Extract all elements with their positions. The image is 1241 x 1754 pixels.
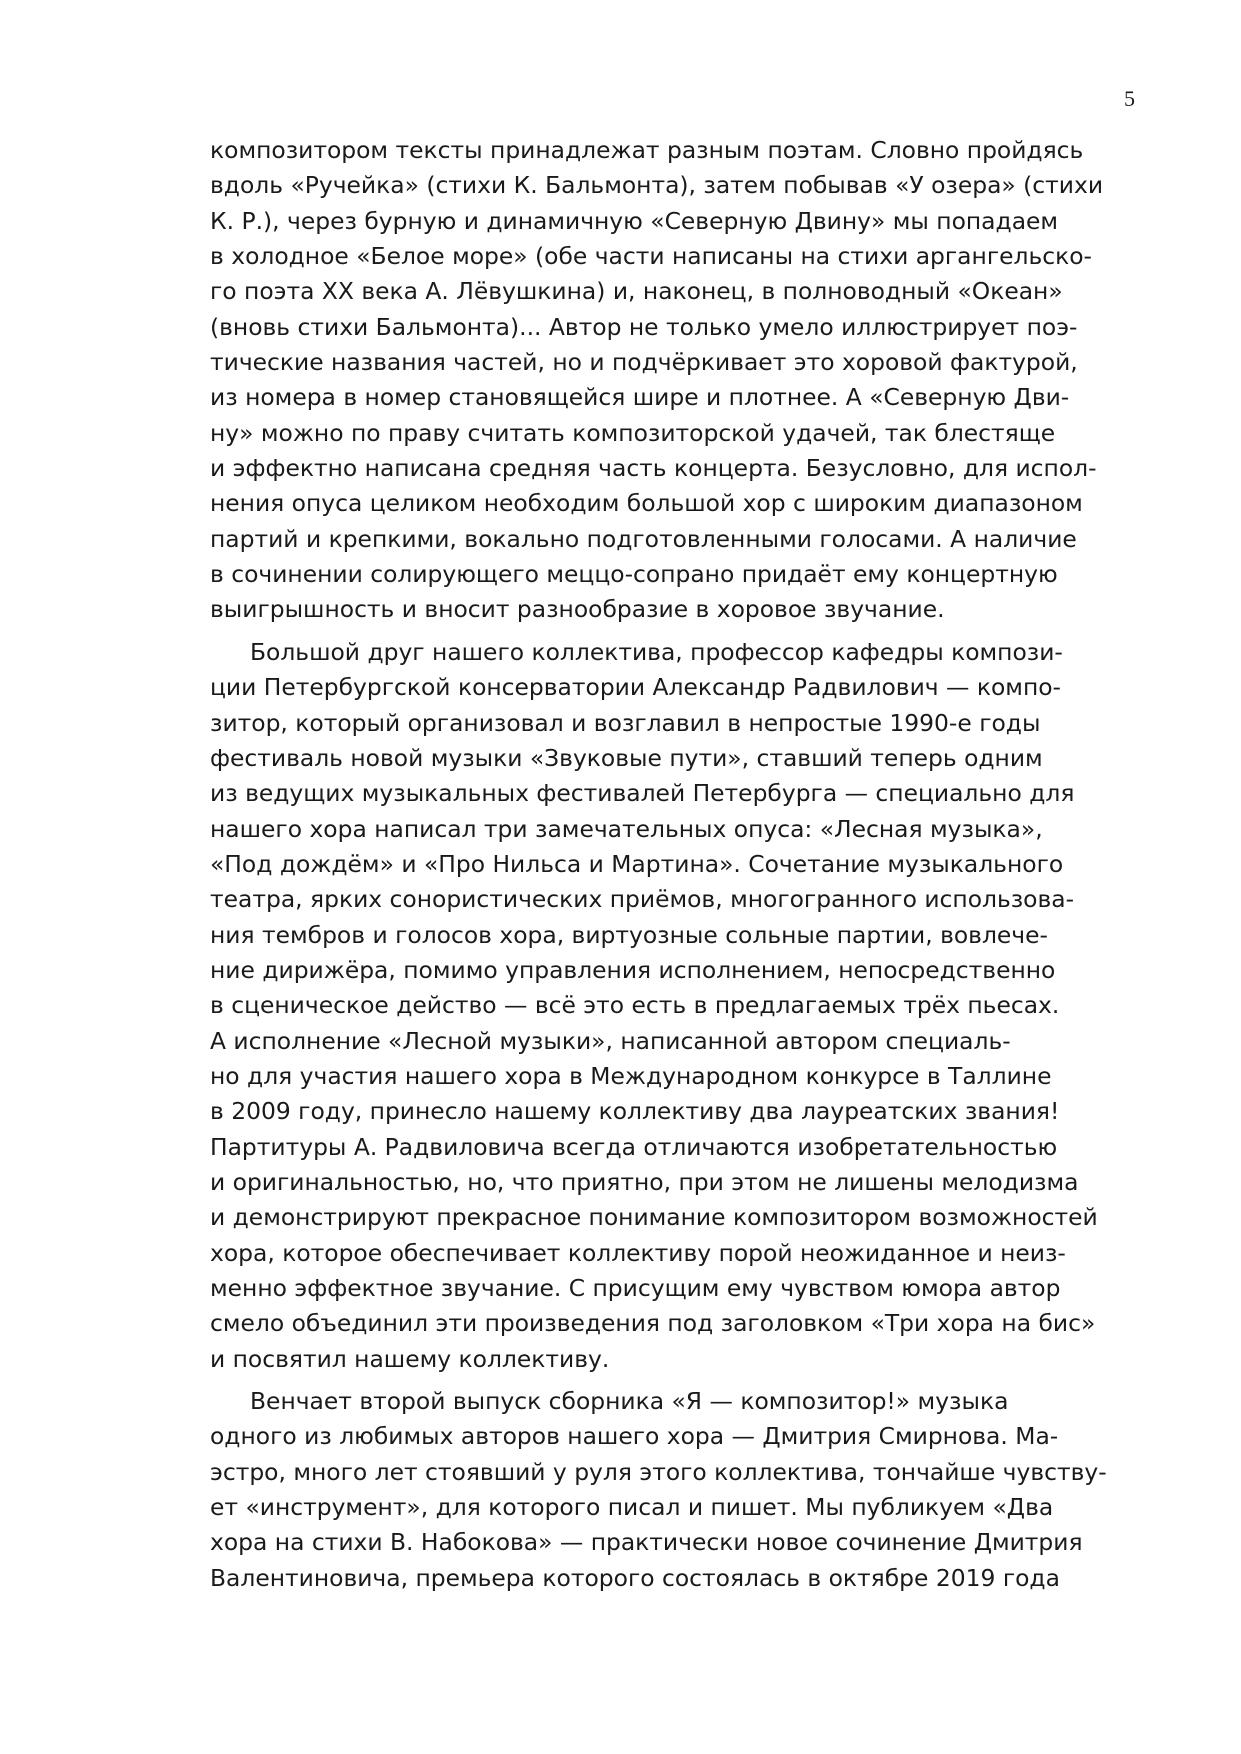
paragraph-3 [210, 1384, 1107, 1596]
text-line: нения опуса целиком необходим большой хор с широким диапазоном [210, 489, 1083, 518]
text-line: нашего хора написал три замечательных опуса: «Лесная музыка», [210, 814, 1043, 843]
text-line: партий и крепкими, вокально подготовленными голосами. А наличие [210, 524, 1077, 553]
text-line: но для участия нашего хора в Международном конкурсе в Таллине [210, 1061, 1052, 1090]
text-line: смело объединил эти произведения под заголовком «Три хора на бис» [210, 1309, 1096, 1338]
text-line: Валентиновича, премьера которого состоялась в октябре 2019 года [210, 1563, 1060, 1592]
page-number: 5 [1124, 86, 1135, 111]
text-line: Большой друг нашего коллектива, профессор кафедры компози- [250, 637, 1063, 666]
text-line: и посвятил нашему коллективу. [210, 1344, 610, 1373]
text-line: одного из любимых авторов нашего хора — Дмитрия Смирнова. Ма- [210, 1422, 1059, 1451]
text-line: ну» можно по праву считать композиторской удачей, так блестяще [210, 418, 1056, 447]
text-line: А исполнение «Лесной музыки», написанной автором специаль- [210, 1026, 1011, 1055]
text-line: из номера в номер становящейся шире и плотнее. А «Северную Дви- [210, 383, 1070, 412]
text-line: ции Петербургской консерватории Александр Радвилович — компо- [210, 673, 1061, 702]
text-line: композитором тексты принадлежат разным поэтам. Словно пройдясь [210, 136, 1084, 164]
text-line: фестиваль новой музыки «Звуковые пути», ставший теперь одним [210, 743, 1043, 772]
text-line: и эффектно написана средняя часть концерта. Безусловно, для испол- [210, 454, 1097, 483]
text-line: и оригинальностью, но, что приятно, при этом не лишены мелодизма [210, 1167, 1079, 1196]
text-line: из ведущих музыкальных фестивалей Петербурга — специально для [210, 779, 1075, 808]
text-line: Партитуры А. Радвиловича всегда отличаются изобретательностью [210, 1132, 1058, 1161]
text-line: ние дирижёра, помимо управления исполнением, непосредственно [210, 955, 1056, 984]
paragraph-1 [210, 133, 1104, 628]
text-line: театра, ярких сонористических приёмов, многогранного использова- [210, 885, 1075, 914]
text-line: го поэта XX века А. Лёвушкина) и, наконец, в полноводный «Океан» [210, 277, 1063, 306]
text-line: хора на стихи В. Набокова» — практически новое сочинение Дмитрия [210, 1528, 1083, 1557]
text-line: в холодное «Белое море» (обе части написаны на стихи аргангельско- [210, 242, 1092, 271]
text-line: менно эффектное звучание. С присущим ему чувством юмора автор [210, 1274, 1061, 1302]
text-line: тические названия частей, но и подчёркивает это хоровой фактурой, [210, 348, 1078, 377]
text-line: эстро, много лет стоявший у руля этого коллектива, тончайше чувству- [210, 1457, 1107, 1486]
body-text [210, 133, 1107, 1596]
text-line: К. Р.), через бурную и динамичную «Северную Двину» мы попадаем [210, 206, 1059, 235]
text-line: ет «инструмент», для которого писал и пишет. Мы публикуем «Два [210, 1493, 1054, 1522]
text-line: в сценическое действо — всё это есть в предлагаемых трёх пьесах. [210, 991, 1060, 1020]
text-line: в сочинении солирующего меццо-сопрано придаёт ему концертную [210, 560, 1058, 589]
paragraph-2 [210, 635, 1098, 1377]
text-line: ния тембров и голосов хора, виртуозные сольные партии, вовлече- [210, 920, 1048, 949]
text-line: выигрышность и вносит разнообразие в хоровое звучание. [210, 595, 945, 624]
text-line: «Под дождём» и «Про Нильса и Мартина». Сочетание музыкального [210, 849, 1064, 878]
text-line: хора, которое обеспечивает коллективу порой неожиданное и неиз- [210, 1238, 1066, 1267]
text-line: зитор, который организовал и возглавил в непростые 1990-е годы [210, 708, 1041, 737]
text-line: и демонстрируют прекрасное понимание композитором возможностей [210, 1203, 1098, 1232]
text-line: Венчает второй выпуск сборника «Я — композитор!» музыка [250, 1387, 1009, 1416]
text-line: в 2009 году, принесло нашему коллективу два лауреатских звания! [210, 1097, 1060, 1126]
text-line: вдоль «Ручейка» (стихи К. Бальмонта), затем побывав «У озера» (стихи [210, 171, 1104, 200]
text-line: (вновь стихи Бальмонта)... Автор не только умело иллюстрирует поэ- [210, 312, 1078, 341]
